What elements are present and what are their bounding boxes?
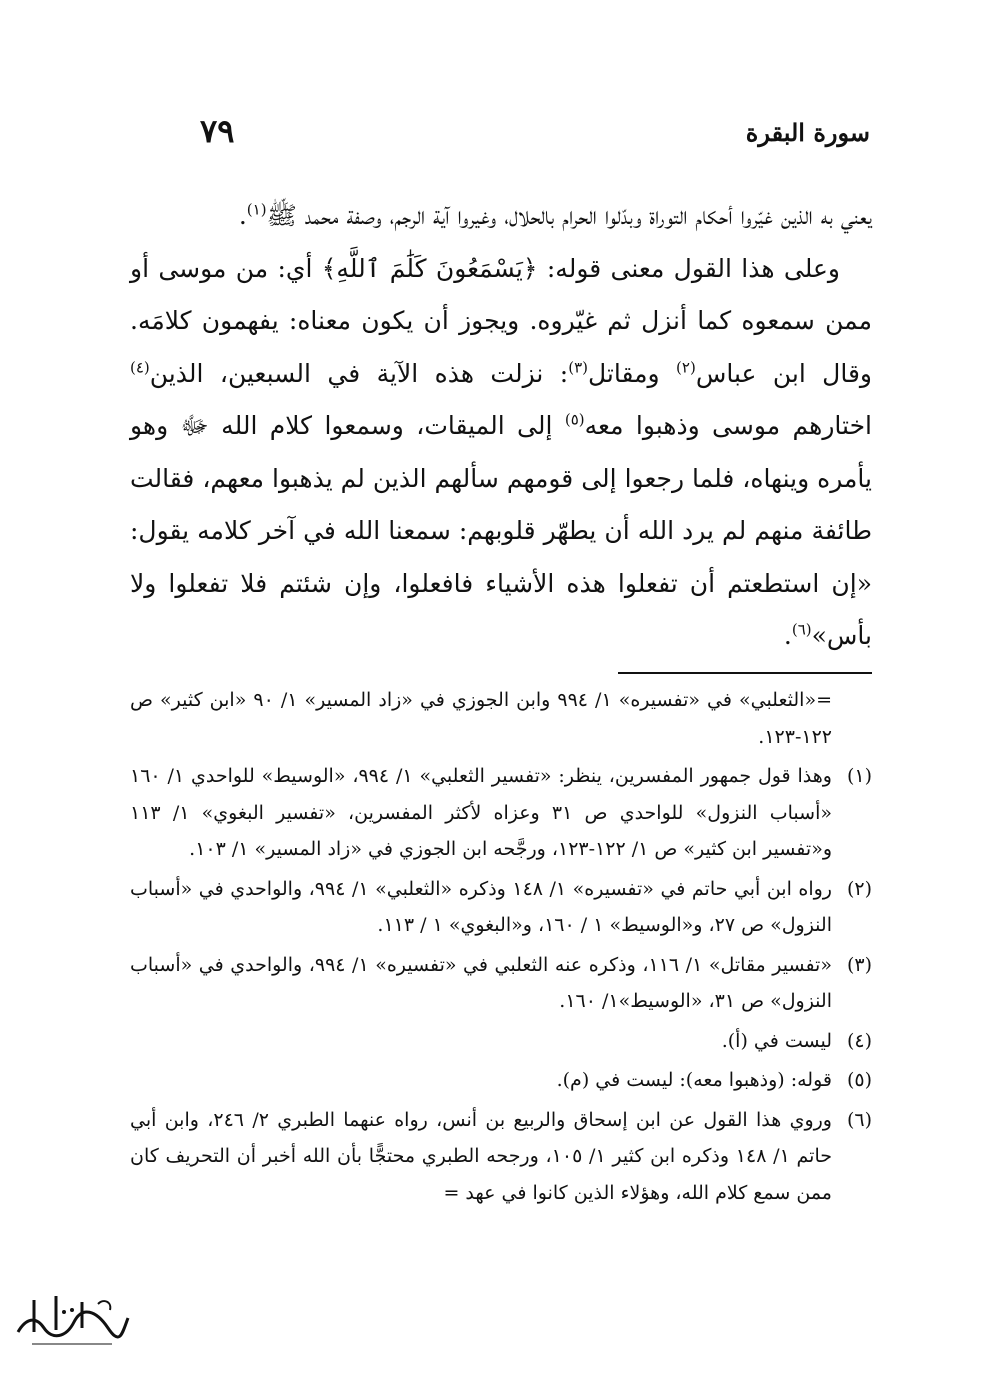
paragraph-1-end: . [238,201,247,230]
footnote-ref-1: (١) [246,200,267,219]
paragraph-2-part-a: وعلى هذا القول معنى قوله: [537,253,840,283]
footnote-1 [130,758,872,868]
publisher-logo [12,1288,132,1352]
footnote-ref-6: (٦) [791,620,812,639]
footnote-text: وهذا قول جمهور المفسرين، ينظر: «تفسير الثعلبي» ١/ ٩٩٤، «الوسيط» للواحدي ١/ ١٦٠ «أسباب النزول» للواحدي ص ٣١ وعزاه لأكثر المفسرين، «تفسير البغوي» ١/ ١١٣ و«تفسير ابن كثير» ص ١/ ١٢٢-١٢٣، ورجَّحه ابن الجوزي في «زاد المسير» ١/ ١٠٣. [130,765,832,860]
paragraph-2-part-c: وقال ابن عباس [695,358,872,388]
footnote-text: رواه ابن أبي حاتم في «تفسيره» ١/ ١٤٨ وذكره «الثعلبي» ١/ ٩٩٤، والواحدي في «أسباب النزول» ص ٢٧، و«الوسيط» ١ / ١٦٠، و«البغوي» ١ / ١١٣. [130,877,832,936]
footnote-text: ليست في (أ). [721,1029,832,1052]
footnote-4 [130,1023,872,1060]
paragraph-2 [130,243,872,663]
paragraph-2-part-f: اختارهم موسى وذهبوا معه [584,411,872,440]
footnote-6 [130,1102,872,1212]
footnote-number: (٤) [846,1029,872,1052]
surah-title: سورة البقرة [745,118,870,147]
paragraph-2-part-b: أي: من موسى أو ممن سمعوه كما أنزل ثم غيّروه. ويجوز أن يكون معناه: يفهمون كلامَه. [130,253,872,335]
paragraph-1 [130,190,872,243]
footnote-number: (٣) [846,953,872,976]
footnote-continuation: =«الثعلبي» في «تفسيره» ١/ ٩٩٤ وابن الجوزي في «زاد المسير» ١/ ٩٠ «ابن كثير» ص ١٢٢-١٢٣. [130,689,832,748]
footnote-ref-4: (٤) [130,358,150,377]
footnote-text: قوله: (وذهبوا معه): ليست في (م). [556,1069,832,1091]
paragraph-2-part-g: إلى الميقات، وسمعوا كلام الله ﷻ وهو يأمره وينهاه، فلما رجعوا إلى قومهم سألهم الذين لم يذهبوا معهم، فقالت طائفة منهم لم يرد الله أن يطهّر قلوبهم: سمعنا الله في آخر كلامه يقول: «إن استطعتم أن تفعلوا هذه الأشياء فافعلوا، وإن شئتم فلا تفعلوا ولا بأس» [130,411,872,650]
footnote-number: (٥) [846,1069,872,1091]
footnote-number: (٢) [846,877,872,900]
paragraph-2-end: . [783,621,792,650]
footnote-2 [130,871,872,944]
footnote-number: (٦) [846,1108,872,1131]
main-text [130,190,872,663]
footnote-number: (١) [846,765,872,787]
paragraph-1-text: يعني به الذين غيّروا أحكام التوراة وبدّلوا الحرام بالحلال، وغيروا آية الرجم، وصفة محمد ﷺ [266,201,872,230]
footnote-3 [130,947,872,1020]
footnote-text: «تفسير مقاتل» ١/ ١١٦، وذكره عنه الثعلبي في «تفسيره» ١/ ٩٩٤، والواحدي في «أسباب النزول» ص ٣١، «الوسيط»١/ ١٦٠. [130,953,832,1012]
quran-quote: ﴿يَسْمَعُونَ كَلَٰمَ ٱللَّهِ﴾ [321,253,538,283]
page-number: ٧٩ [200,112,235,150]
footnotes [130,682,872,1214]
footnote-text: وروي هذا القول عن ابن إسحاق والربيع بن أنس، رواه عنهما الطبري ٢/ ٢٤٦، وابن أبي حاتم ١/ ١٤٨ وذكره ابن كثير ١/ ١٠٥، ورجحه الطبري محتجًّا بأن الله أخبر أن التحريف كان ممن سمع كلام الله، وهؤلاء الذين كانوا في عهد = [130,1108,832,1204]
paragraph-2-part-d: ومقاتل [587,358,677,388]
paragraph-2-part-e: : نزلت هذه الآية في السبعين، الذين [149,358,569,388]
page-header [130,112,870,158]
footnote-ref-2: (٢) [676,358,696,377]
footnote-ref-5: (٥) [564,410,585,429]
footnote-separator [618,672,872,674]
footnote-5 [130,1062,872,1099]
footnote-ref-3: (٣) [568,358,588,377]
